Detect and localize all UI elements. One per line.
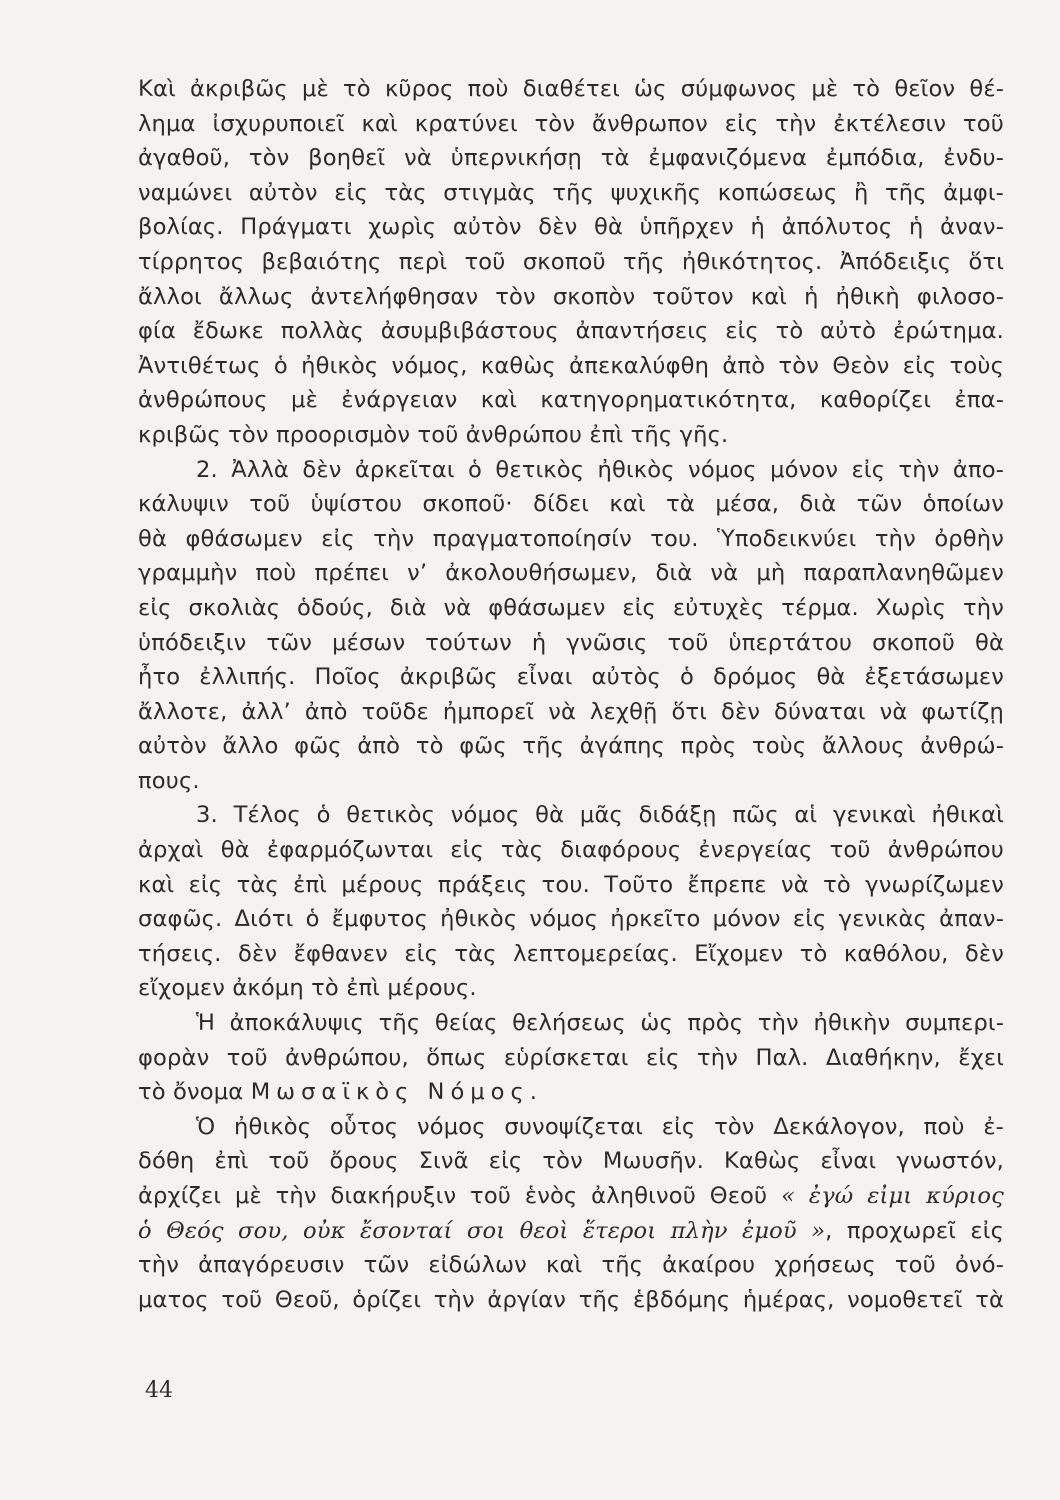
text-line: Ὁ ἠθικὸς οὗτος νόμος συνοψίζεται εἰς τὸν Δεκάλογον, ποὺ ἐ- [196, 1113, 1004, 1140]
text-line: Ἀντιθέτως ὁ ἠθικὸς νόμος, καθὼς ἀπεκαλύφθη ἀπὸ τὸν Θεὸν εἰς τοὺς [138, 352, 1004, 379]
text-line: ναμώνει αὐτὸν εἰς τὰς στιγμὰς τῆς ψυχικῆς κοπώσεως ἢ τῆς ἀμφι- [138, 179, 1004, 206]
text-line: θὰ φθάσωμεν εἰς τὴν πραγματοποίησίν του. Ὑποδεικνύει τὴν ὀρθὴν [138, 525, 1004, 552]
text-line: τὴν ἀπαγόρευσιν τῶν εἰδώλων καὶ τῆς ἀκαίρου χρήσεως τοῦ ὀνό- [138, 1252, 1004, 1279]
text-line: εἰς σκολιὰς ὁδούς, διὰ νὰ φθάσωμεν εἰς εὐτυχὲς τέρμα. Χωρὶς τὴν [138, 594, 1004, 621]
text-line: ἄλλοι ἄλλως ἀντελήφθησαν τὸν σκοπὸν τοῦτον καὶ ἡ ἠθικὴ φιλοσο- [138, 283, 1004, 310]
page-text [138, 72, 1004, 1317]
text-line: πους. [138, 767, 200, 794]
text-line: 2. Ἀλλὰ δὲν ἀρκεῖται ὁ θετικὸς ἠθικὸς νόμος μόνον εἰς τὴν ἀπο- [196, 456, 1004, 483]
text-line-part: ἀρχίζει μὲ τὴν διακήρυξιν τοῦ ἑνὸς ἀληθινοῦ Θεοῦ [138, 1183, 768, 1209]
text-line: ἀγαθοῦ, τὸν βοηθεῖ νὰ ὑπερνικήσῃ τὰ ἐμφανιζόμενα ἐμπόδια, ἐνδυ- [138, 145, 1004, 172]
text-line [138, 1075, 1004, 1110]
text-line [138, 1179, 1004, 1214]
text-line: βολίας. Πράγματι χωρὶς αὐτὸν δὲν θὰ ὑπῆρχεν ἡ ἀπόλυτος ἡ ἀναν- [138, 214, 1004, 241]
scripture-quote: ὁ Θεός σου, οὐκ ἔσονταί σοι θεοὶ ἕτεροι πλὴν ἐμοῦ » [138, 1217, 826, 1244]
text-line: φορὰν τοῦ ἀνθρώπου, ὅπως εὑρίσκεται εἰς τὴν Παλ. Διαθήκην, ἔχει [138, 1044, 1004, 1071]
text-line: ἄλλοτε, ἀλλ’ ἀπὸ τοῦδε ἠμπορεῖ νὰ λεχθῇ ὅτι δὲν δύναται νὰ φωτίζῃ [138, 698, 1004, 725]
text-line-part: . [529, 1079, 538, 1106]
text-line: κριβῶς τὸν προορισμὸν τοῦ ἀνθρώπου ἐπὶ τῆς γῆς. [138, 421, 729, 448]
text-line: καὶ εἰς τὰς ἐπὶ μέρους πράξεις του. Τοῦτο ἔπρεπε νὰ τὸ γνωρίζωμεν [138, 871, 1004, 898]
emphasized-term: Μωσαϊκὸς Νόμος [250, 1079, 530, 1106]
text-line: φία ἔδωκε πολλὰς ἀσυμβιβάστους ἀπαντήσεις εἰς τὸ αὐτὸ ἐρώτημα. [138, 318, 1004, 345]
text-line: ἀρχαὶ θὰ ἐφαρμόζωνται εἰς τὰς διαφόρους ἐνεργείας τοῦ ἀνθρώπου [138, 837, 1004, 864]
text-line: 3. Τέλος ὁ θετικὸς νόμος θὰ μᾶς διδάξῃ πῶς αἱ γενικαὶ ἠθικαὶ [196, 802, 1004, 829]
text-line: τίρρητος βεβαιότης περὶ τοῦ σκοποῦ τῆς ἠθικότητος. Ἀπόδειξις ὅτι [138, 248, 1004, 275]
text-line [138, 1214, 1004, 1249]
page-number: 44 [145, 1378, 173, 1403]
text-line: δόθη ἐπὶ τοῦ ὄρους Σινᾶ εἰς τὸν Μωυσῆν. Καθὼς εἶναι γνωστόν, [138, 1148, 1004, 1175]
text-line: γραμμὴν ποὺ πρέπει ν’ ἀκολουθήσωμεν, διὰ νὰ μὴ παραπλανηθῶμεν [138, 560, 1004, 587]
text-line: σαφῶς. Διότι ὁ ἔμφυτος ἠθικὸς νόμος ἠρκεῖτο μόνον εἰς γενικὰς ἀπαν- [138, 906, 1004, 933]
text-line: κάλυψιν τοῦ ὑψίστου σκοποῦ· δίδει καὶ τὰ μέσα, διὰ τῶν ὁποίων [138, 491, 1004, 518]
text-line: εἴχομεν ἀκόμη τὸ ἐπὶ μέρους. [138, 975, 477, 1002]
text-line: ὑπόδειξιν τῶν μέσων τούτων ἡ γνῶσις τοῦ ὑπερτάτου σκοποῦ θὰ [138, 629, 1004, 656]
text-line-part: τὸ ὄνομα [138, 1079, 244, 1106]
text-line: τήσεις. δὲν ἔφθανεν εἰς τὰς λεπτομερείας. Εἴχομεν τὸ καθόλου, δὲν [138, 940, 1004, 967]
text-line: αὐτὸν ἄλλο φῶς ἀπὸ τὸ φῶς τῆς ἀγάπης πρὸς τοὺς ἄλλους ἀνθρώ- [138, 733, 1004, 760]
text-line: Ἡ ἀποκάλυψις τῆς θείας θελήσεως ὡς πρὸς τὴν ἠθικὴν συμπερι- [196, 1010, 1004, 1037]
scripture-quote: « ἐγώ εἰμι κύριος [781, 1183, 1004, 1209]
text-line: ἦτο ἐλλιπής. Ποῖος ἀκριβῶς εἶναι αὐτὸς ὁ δρόμος θὰ ἐξετάσωμεν [138, 664, 1004, 691]
text-line: λημα ἰσχυρυποιεῖ καὶ κρατύνει τὸν ἄνθρωπον εἰς τὴν ἐκτέλεσιν τοῦ [138, 110, 1004, 137]
text-line: ματος τοῦ Θεοῦ, ὁρίζει τὴν ἀργίαν τῆς ἑβδόμης ἡμέρας, νομοθετεῖ τὰ [138, 1286, 1004, 1313]
text-line: ἀνθρώπους μὲ ἐνάργειαν καὶ κατηγορηματικότητα, καθορίζει ἐπα- [138, 387, 1004, 414]
text-line: Καὶ ἀκριβῶς μὲ τὸ κῦρος ποὺ διαθέτει ὡς σύμφωνος μὲ τὸ θεῖον θέ- [138, 76, 1004, 102]
text-line-part: , προχωρεῖ εἰς [825, 1217, 1004, 1244]
